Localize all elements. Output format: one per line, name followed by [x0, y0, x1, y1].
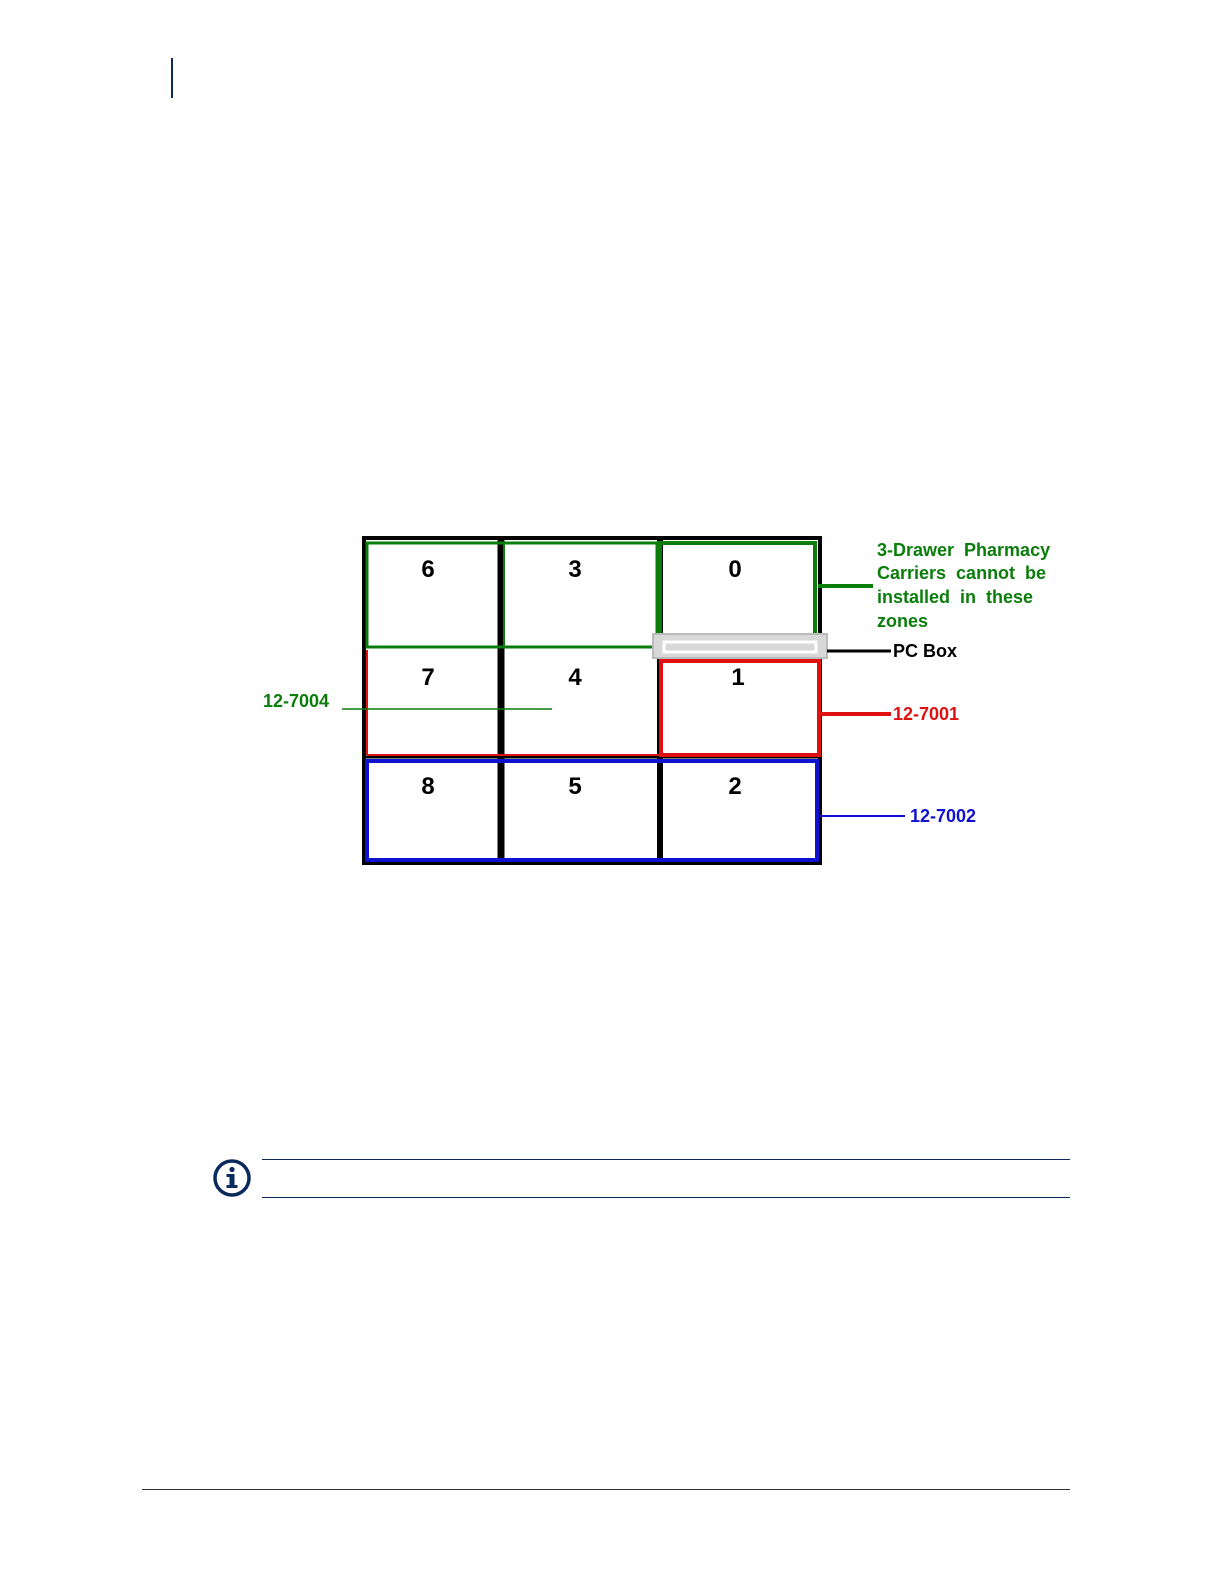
- zone-number: 2: [728, 773, 742, 800]
- blue-callout-label: 12-7002: [910, 806, 977, 826]
- zone-number: 3: [568, 556, 582, 583]
- zone-number: 1: [731, 664, 745, 691]
- footer-rule: [142, 1489, 1070, 1490]
- zone-number: 4: [568, 664, 582, 691]
- pc-box-label: PC Box: [893, 641, 958, 661]
- left-callout-label: 12-7004: [263, 691, 330, 711]
- zone-number: 7: [421, 664, 435, 691]
- zone-number: 0: [728, 556, 742, 583]
- green-callout-text: 3-Drawer Pharmacy: [877, 540, 1051, 560]
- red-callout-label: 12-7001: [893, 704, 960, 724]
- green-callout-text: Carriers cannot be: [877, 563, 1047, 583]
- green-zone-left: [367, 543, 657, 647]
- grid-frame: [364, 538, 820, 863]
- zone-number: 5: [568, 773, 582, 800]
- note-top-rule: [262, 1159, 1070, 1160]
- green-callout-text: installed in these: [877, 587, 1034, 607]
- info-circle-icon: [212, 1158, 252, 1198]
- pc-box: [653, 634, 827, 658]
- note-bottom-rule: [262, 1197, 1070, 1198]
- zone-number: 6: [421, 556, 435, 583]
- zone-number: 8: [421, 773, 435, 800]
- green-callout-text: zones: [877, 611, 929, 631]
